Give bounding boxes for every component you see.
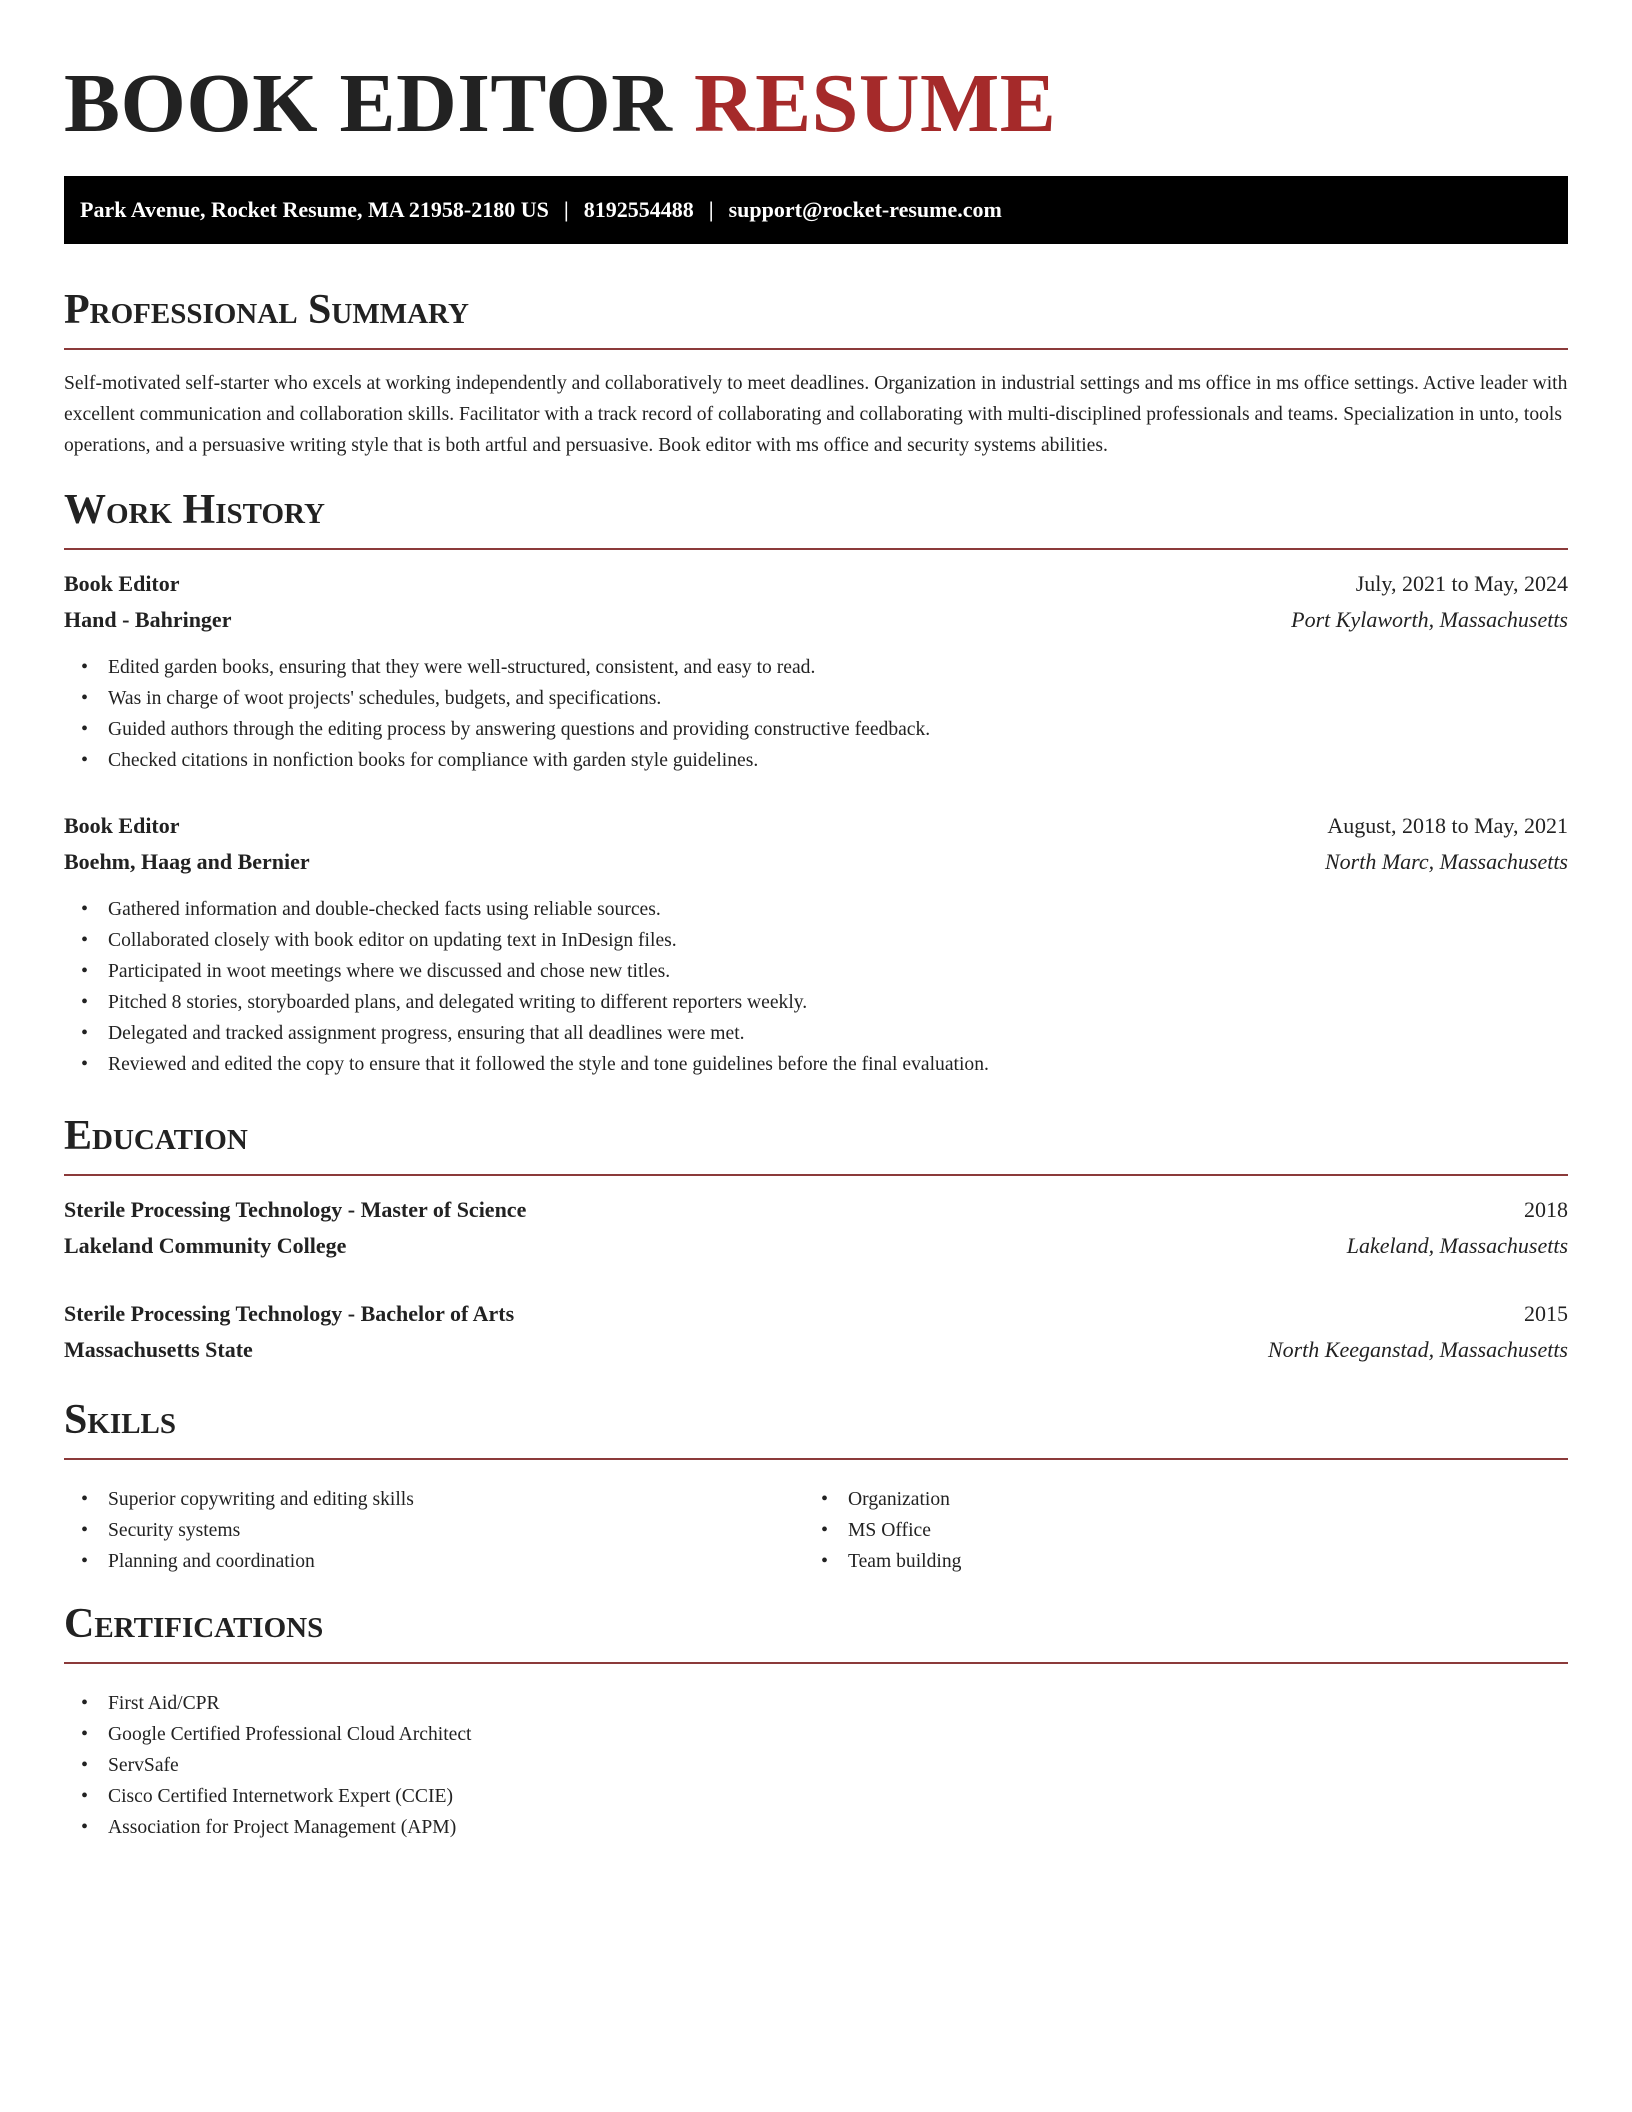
job-header	[64, 566, 1568, 602]
work-history-heading: Work History	[64, 484, 1568, 550]
job-location: Port Kylaworth, Massachusetts	[1291, 607, 1568, 632]
education-school: Massachusetts State	[64, 1337, 253, 1362]
education-subheader	[64, 1228, 1568, 1264]
education-location: Lakeland, Massachusetts	[1346, 1233, 1568, 1258]
job-location: North Marc, Massachusetts	[1324, 849, 1568, 874]
job-company: Hand - Bahringer	[64, 607, 232, 632]
certifications-heading: Certifications	[64, 1598, 1568, 1664]
education-subheader	[64, 1332, 1568, 1368]
certification-item: • First Aid/CPR	[64, 1688, 472, 1719]
contact-separator: |	[563, 197, 569, 222]
skills-heading: Skills	[64, 1394, 1568, 1460]
title-main: BOOK EDITOR	[64, 57, 673, 150]
certification-item: • Association for Project Management (APM)	[64, 1812, 472, 1843]
job-title: Book Editor	[64, 571, 180, 596]
job-duty: • Pitched 8 stories, storyboarded plans, and delegated writing to different reporters weekly.	[64, 987, 989, 1018]
skill-item: • Superior copywriting and editing skills	[64, 1484, 414, 1515]
job-duty: • Collaborated closely with book editor on updating text in InDesign files.	[64, 925, 989, 956]
job-subheader	[64, 602, 1568, 638]
job-duty: • Was in charge of woot projects' schedules, budgets, and specifications.	[64, 683, 930, 714]
resume-title	[64, 56, 1056, 152]
education-header	[64, 1296, 1568, 1332]
education-school: Lakeland Community College	[64, 1233, 347, 1258]
job-duty: • Participated in woot meetings where we discussed and chose new titles.	[64, 956, 989, 987]
summary-heading: Professional Summary	[64, 284, 1568, 350]
title-accent: RESUME	[693, 57, 1057, 150]
education-year: 2015	[1524, 1301, 1568, 1326]
job-duties-list	[64, 652, 930, 776]
job-company: Boehm, Haag and Bernier	[64, 849, 310, 874]
education-location: North Keeganstad, Massachusetts	[1267, 1337, 1568, 1362]
skills-list-left	[64, 1484, 414, 1577]
job-title: Book Editor	[64, 813, 180, 838]
contact-email: support@rocket-resume.com	[728, 197, 1002, 222]
skill-item: • Planning and coordination	[64, 1546, 414, 1577]
job-duty: • Edited garden books, ensuring that they were well-structured, consistent, and easy to read.	[64, 652, 930, 683]
skill-item: • Security systems	[64, 1515, 414, 1546]
contact-address: Park Avenue, Rocket Resume, MA 21958-2180 US	[80, 197, 549, 222]
skills-list-right	[804, 1484, 961, 1577]
certifications-list	[64, 1688, 472, 1843]
job-duty: • Guided authors through the editing process by answering questions and providing constructive feedback.	[64, 714, 930, 745]
skill-item: • Team building	[804, 1546, 961, 1577]
certification-item: • ServSafe	[64, 1750, 472, 1781]
job-duty: • Reviewed and edited the copy to ensure that it followed the style and tone guidelines before the final evaluation.	[64, 1049, 989, 1080]
job-header	[64, 808, 1568, 844]
job-dates: July, 2021 to May, 2024	[1355, 571, 1568, 596]
certification-item: • Google Certified Professional Cloud Architect	[64, 1719, 472, 1750]
job-duty: • Gathered information and double-checked facts using reliable sources.	[64, 894, 989, 925]
education-heading: Education	[64, 1110, 1568, 1176]
job-duties-list	[64, 894, 989, 1080]
skill-item: • MS Office	[804, 1515, 961, 1546]
contact-phone: 8192554488	[583, 197, 694, 222]
education-degree: Sterile Processing Technology - Master of Science	[64, 1197, 527, 1222]
job-dates: August, 2018 to May, 2021	[1327, 813, 1568, 838]
education-header	[64, 1192, 1568, 1228]
certification-item: • Cisco Certified Internetwork Expert (CCIE)	[64, 1781, 472, 1812]
job-duty: • Checked citations in nonfiction books for compliance with garden style guidelines.	[64, 745, 930, 776]
education-year: 2018	[1524, 1197, 1568, 1222]
education-degree: Sterile Processing Technology - Bachelor of Arts	[64, 1301, 515, 1326]
contact-bar	[64, 176, 1568, 244]
contact-separator: |	[708, 197, 714, 222]
skill-item: • Organization	[804, 1484, 961, 1515]
summary-text: Self-motivated self-starter who excels at working independently and collaboratively to meet deadlines. Organization in industrial settings and ms office in ms office settings. Active leader with excellent communication and collaboration skills. Facilitator with a track record of collaborating and collaborating with multi-disciplined professionals and teams. Specialization in unto, tools operations, and a persuasive writing style that is both artful and persuasive. Book editor with ms office and security systems abilities.	[64, 373, 1568, 456]
job-subheader	[64, 844, 1568, 880]
job-duty: • Delegated and tracked assignment progress, ensuring that all deadlines were met.	[64, 1018, 989, 1049]
